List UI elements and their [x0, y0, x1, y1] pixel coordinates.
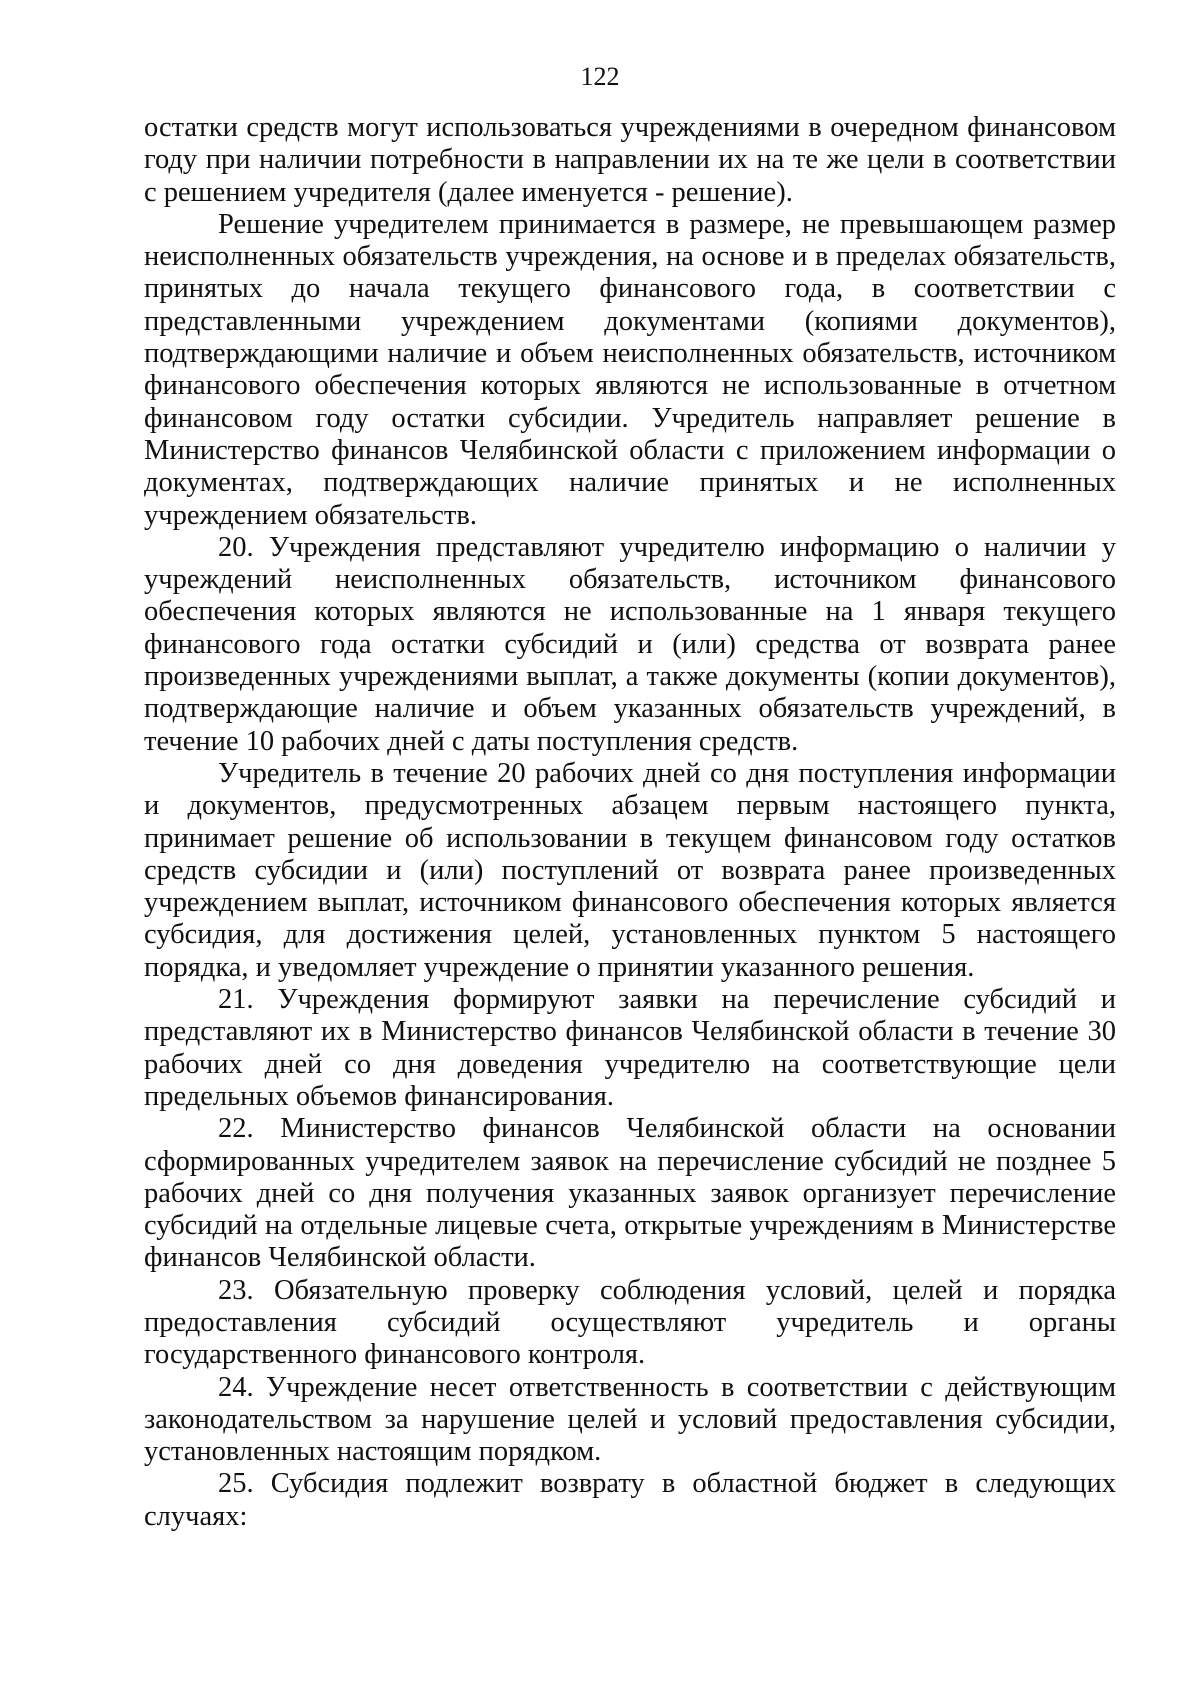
paragraph-decision: Решение учредителем принимается в размере, не превышающем размер неисполненных обязательств учреждения, на основе и в пределах обязательств, принятых до начала текущего финансового года, в соответствии с представленными учреждением документами (копиями документов), подтверждающими наличие и объем неисполненных обязательств, источником финансового обеспечения которых являются не использованные в отчетном финансовом году остатки субсидии. Учредитель направляет решение в Министерство финансов Челябинской области с приложением информации о документах, подтверждающих наличие принятых и не исполненных учреждением обязательств. [144, 208, 1116, 531]
paragraph-continuation: остатки средств могут использоваться учреждениями в очередном финансовом году при наличии потребности в направлении их на те же цели в соответствии с решением учредителя (далее именуется - решение). [144, 112, 1116, 208]
paragraph-23: 23. Обязательную проверку соблюдения условий, целей и порядка предоставления субсидий осуществляют учредитель и органы государственного финансового контроля. [144, 1274, 1116, 1371]
paragraph-20-founder: Учредитель в течение 20 рабочих дней со дня поступления информации и документов, предусмотренных абзацем первым настоящего пункта, принимает решение об использовании в текущем финансовом году остатков средств субсидии и (или) поступлений от возврата ранее произведенных учреждением выплат, источником финансового обеспечения которых является субсидия, для достижения целей, установленных пунктом 5 настоящего порядка, и уведомляет учреждение о принятии указанного решения. [144, 757, 1116, 983]
paragraph-20: 20. Учреждения представляют учредителю информацию о наличии у учреждений неисполненных обязательств, источником финансового обеспечения которых являются не использованные на 1 января текущего финансового года остатки субсидий и (или) средства от возврата ранее произведенных учреждениями выплат, а также документы (копии документов), подтверждающие наличие и объем указанных обязательств учреждений, в течение 10 рабочих дней с даты поступления средств. [144, 531, 1116, 757]
paragraph-24: 24. Учреждение несет ответственность в соответствии с действующим законодательством за нарушение целей и условий предоставления субсидии, установленных настоящим порядком. [144, 1371, 1116, 1468]
paragraph-21: 21. Учреждения формируют заявки на перечисление субсидий и представляют их в Министерство финансов Челябинской области в течение 30 рабочих дней со дня доведения учредителю на соответствующие цели предельных объемов финансирования. [144, 984, 1116, 1112]
paragraph-25: 25. Субсидия подлежит возврату в областной бюджет в следующих случаях: [144, 1468, 1116, 1532]
document-body [144, 112, 1116, 1533]
paragraph-22: 22. Министерство финансов Челябинской области на основании сформированных учредителем заявок на перечисление субсидий не позднее 5 рабочих дней со дня получения указанных заявок организует перечисление субсидий на отдельные лицевые счета, открытые учреждениям в Министерстве финансов Челябинской области. [144, 1113, 1116, 1274]
page-number: 122 [580, 62, 620, 91]
